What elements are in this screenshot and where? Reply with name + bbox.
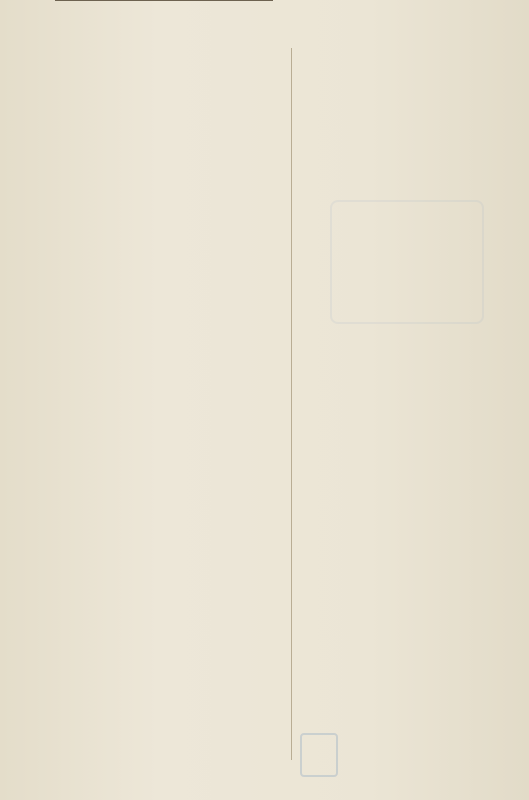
watermark-logo-icon xyxy=(300,733,338,777)
section-gap xyxy=(55,48,273,84)
column-divider xyxy=(291,48,292,760)
faded-stamp xyxy=(330,200,484,324)
left-column xyxy=(55,48,273,84)
section-rule xyxy=(55,0,273,1)
